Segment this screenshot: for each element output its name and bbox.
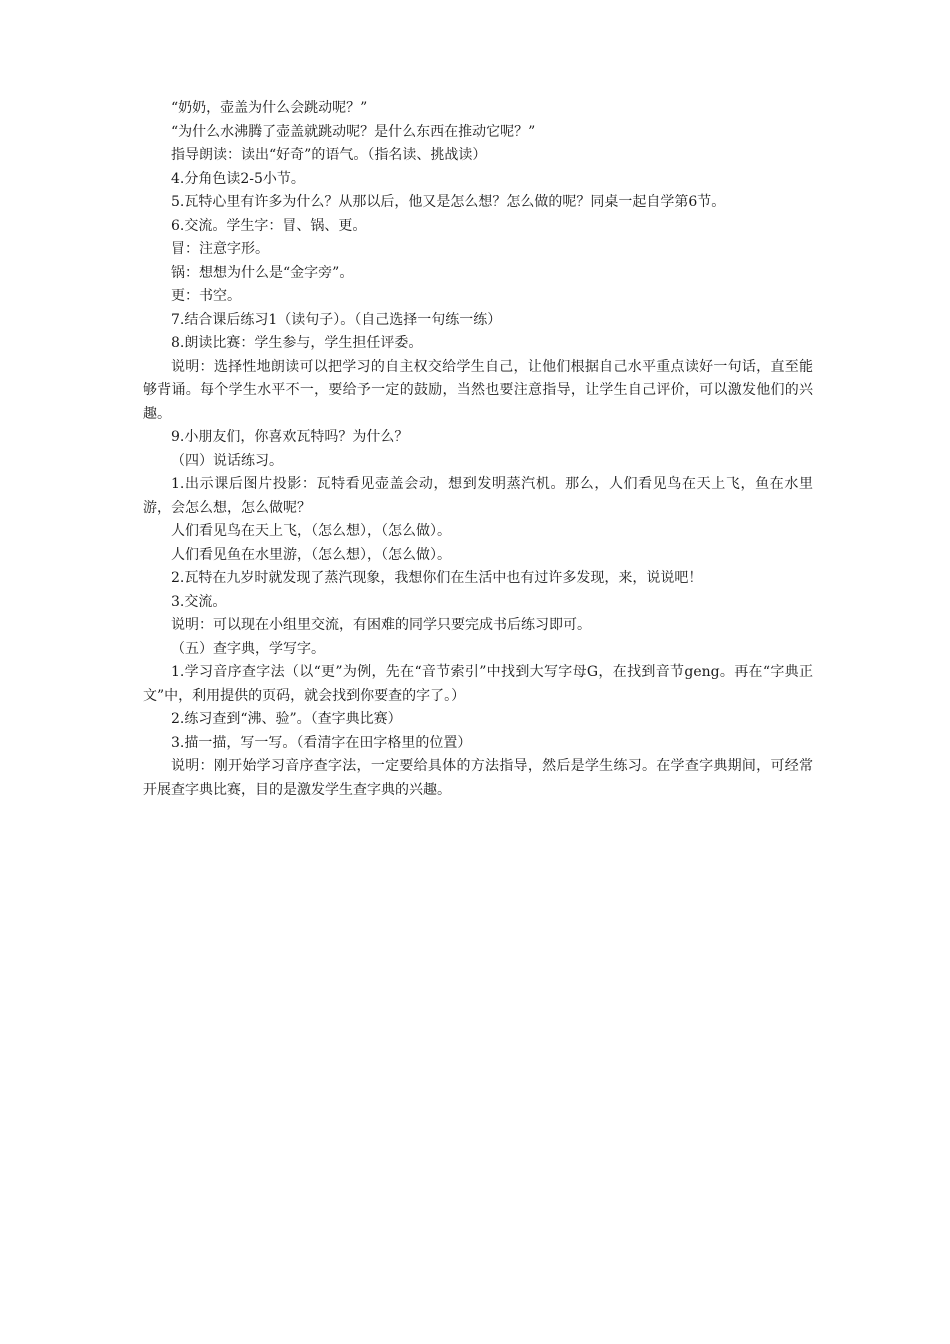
document-body: [143, 97, 813, 802]
paragraph: “为什么水沸腾了壶盖就跳动呢？是什么东西在推动它呢？”: [171, 123, 536, 140]
paragraph: “奶奶，壶盖为什么会跳动呢？”: [171, 100, 368, 116]
paragraph: 锅：想想为什么是“金字旁”。: [171, 264, 354, 281]
paragraph: 更：书空。: [171, 288, 241, 304]
paragraph: 7.结合课后练习1（读句子）。（自己选择一句练一练）: [171, 311, 502, 328]
paragraph: 5.瓦特心里有许多为什么？从那以后，他又是怎么想？怎么做的呢？同桌一起自学第6节。: [171, 194, 726, 210]
paragraph: 说明：选择性地朗读可以把学习的自主权交给学生自己，让他们根据自己水平重点读好一句话，直至能够背诵。每个学生水平不一，要给予一定的鼓励，当然也要注意指导，让学生自己评价，可以激发他们的兴趣。: [143, 358, 813, 422]
paragraph: 2.练习查到“沸、验”。（查字典比赛）: [171, 711, 402, 727]
paragraph: 1.出示课后图片投影：瓦特看见壶盖会动，想到发明蒸汽机。那么，人们看见鸟在天上飞，鱼在水里游，会怎么想，怎么做呢？: [143, 476, 813, 516]
paragraph: 4.分角色读2-5小节。: [171, 170, 305, 187]
paragraph: 人们看见鱼在水里游，（怎么想），（怎么做）。: [171, 546, 451, 563]
paragraph: 冒：注意字形。: [171, 241, 269, 257]
paragraph: 指导朗读：读出“好奇”的语气。（指名读、挑战读）: [171, 147, 487, 163]
paragraph: 人们看见鸟在天上飞，（怎么想），（怎么做）。: [171, 523, 451, 539]
paragraph: 9.小朋友们，你喜欢瓦特吗？为什么？: [171, 429, 409, 445]
section-heading: （四）说话练习。: [171, 452, 283, 469]
section-heading: （五）查字典，学写字。: [171, 640, 325, 657]
paragraph: 2.瓦特在九岁时就发现了蒸汽现象，我想你们在生活中也有过许多发现，来，说说吧！: [171, 570, 703, 586]
paragraph: 1.学习音序查字法（以“更”为例，先在“音节索引”中找到大写字母G，在找到音节geng。再在“字典正文”中，利用提供的页码，就会找到你要查的字了。）: [143, 664, 813, 704]
paragraph: 3.交流。: [171, 593, 227, 610]
paragraph: 说明：可以现在小组里交流，有困难的同学只要完成书后练习即可。: [171, 617, 591, 633]
paragraph: 6.交流。学生字：冒、锅、更。: [171, 217, 367, 234]
paragraph: 8.朗读比赛：学生参与，学生担任评委。: [171, 335, 423, 351]
paragraph: 说明：刚开始学习音序查字法，一定要给具体的方法指导，然后是学生练习。在学查字典期间，可经常开展查字典比赛，目的是激发学生查字典的兴趣。: [143, 758, 813, 798]
paragraph: 3.描一描，写一写。（看清字在田字格里的位置）: [171, 734, 472, 751]
